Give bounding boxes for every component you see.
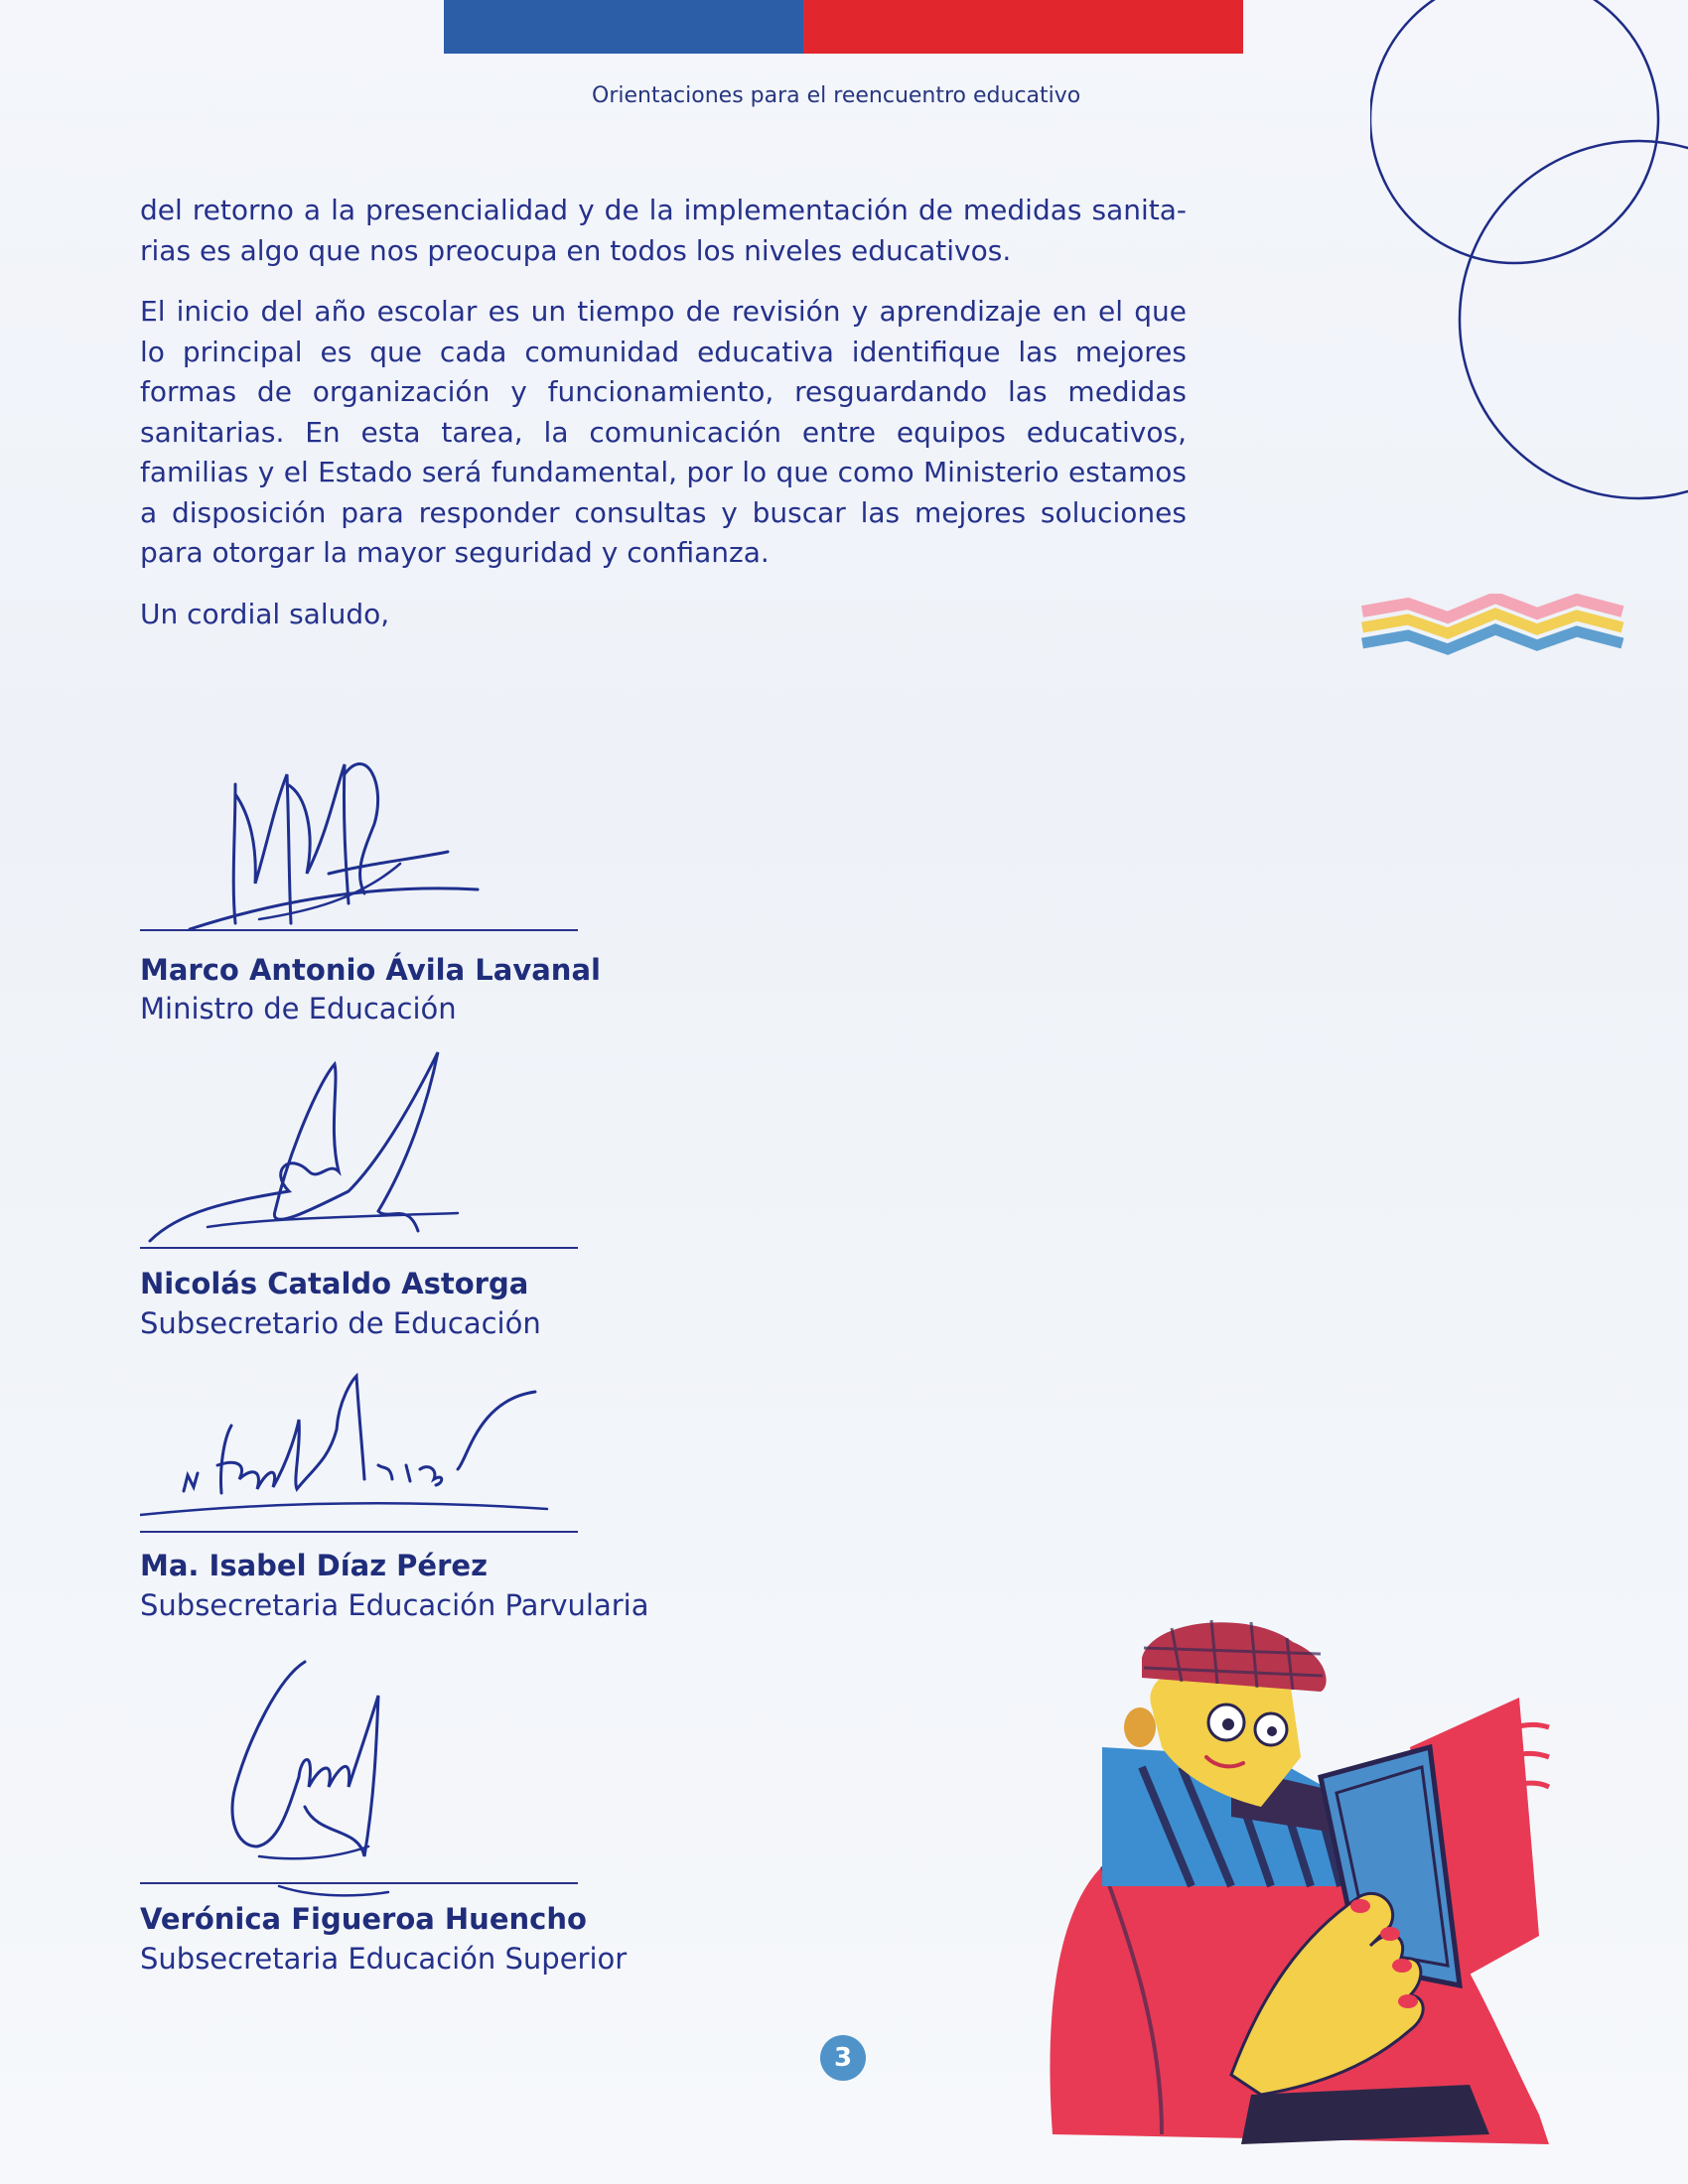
closing-salutation: Un cordial saludo, — [140, 597, 390, 630]
signatory-role: Ministro de Educación — [140, 992, 457, 1025]
paragraph-2: El inicio del año escolar es un tiempo de revisión y aprendizaje en el que lo principal es que cada comunidad educativa identifique las mejores formas de organización y funcionamiento, resguardando las medidas sanitarias. En esta tarea, la comunicación entre equipos educativos, familias y el Estado será fundamental, por lo que como Ministerio estamos a disposición para responder consultas y buscar las mejores soluciones para otorgar la mayor seguridad y confianza. — [140, 295, 1187, 569]
signatory-name: Nicolás Cataldo Astorga — [140, 1267, 529, 1300]
handwritten-signature-4 — [140, 1648, 557, 1906]
signatory-name: Ma. Isabel Díaz Pérez — [140, 1549, 488, 1582]
handwritten-signature-3 — [140, 1370, 577, 1529]
signature-line — [140, 1531, 578, 1533]
handwritten-signature-2 — [140, 1042, 557, 1251]
signature-line — [140, 1247, 578, 1249]
flag-bar-blue — [444, 0, 803, 54]
handwritten-signature-1 — [140, 725, 557, 953]
reading-man-illustration — [1033, 1618, 1609, 2154]
signatory-role: Subsecretario de Educación — [140, 1306, 541, 1340]
circles-outline-icon — [1370, 0, 1688, 516]
flag-bar-red — [803, 0, 1243, 54]
signature-line — [140, 1882, 578, 1884]
letter-body — [140, 191, 1187, 655]
signature-line — [140, 929, 578, 931]
paragraph-1: del retorno a la presencialidad y de la implementación de medidas sanita-rias es algo que nos preocupa en todos los niveles educativos. — [140, 194, 1187, 267]
signatory-role: Subsecretaria Educación Parvularia — [140, 1588, 649, 1622]
zigzag-stripes-icon — [1360, 594, 1628, 665]
page-number-badge: 3 — [820, 2035, 866, 2081]
running-header: Orientaciones para el reencuentro educativo — [592, 83, 1081, 108]
signatory-role: Subsecretaria Educación Superior — [140, 1942, 628, 1976]
signatory-name: Verónica Figueroa Huencho — [140, 1902, 587, 1936]
signatory-name: Marco Antonio Ávila Lavanal — [140, 953, 601, 987]
